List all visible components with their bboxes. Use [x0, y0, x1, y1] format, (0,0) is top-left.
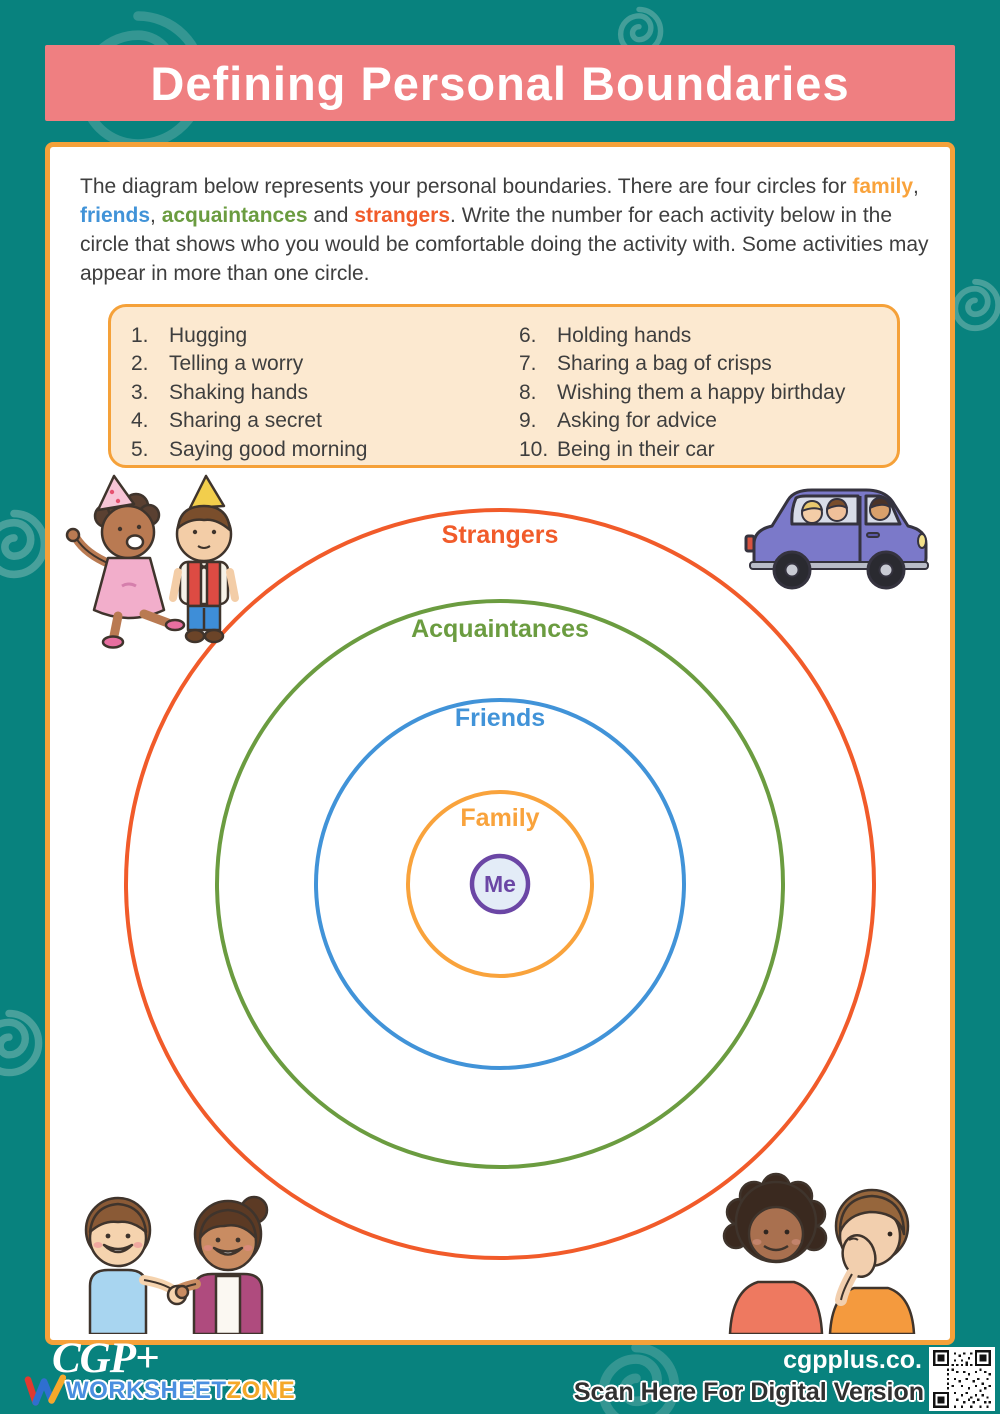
activity-number: 8. [519, 380, 537, 404]
cgp-plus-logo: CGP+ [52, 1335, 159, 1382]
activity-label: Asking for advice [557, 409, 717, 433]
activity-number: 1. [131, 324, 149, 347]
activity-number: 9. [519, 409, 537, 433]
instructions-tail: . Write the number for each activity below in the circle that shows who you would be comfortable doing the activity with. Some activities may appear in more than one circle. [80, 204, 929, 285]
activity-label: Shaking hands [169, 380, 308, 404]
keyword-family: family [852, 175, 914, 198]
activity-number: 3. [131, 380, 149, 404]
kids-holding-hands-illustration [56, 1182, 296, 1334]
worksheetzone-w-icon [24, 1374, 66, 1408]
me-label: Me [484, 871, 516, 897]
kids-whispering-illustration [702, 1170, 942, 1334]
activity-label: Sharing a bag of crisps [557, 352, 772, 376]
website-url: cgpplus.co. [783, 1346, 922, 1374]
worksheetzone-label-worksheet: WORKSHEET [66, 1377, 227, 1404]
activity-label: Being in their car [557, 437, 715, 461]
worksheetzone-label-zone: ZONE [226, 1377, 296, 1404]
separator: , [150, 204, 162, 227]
activity-label: Hugging [169, 324, 248, 347]
activity-number: 2. [131, 352, 149, 376]
family-label: Family [460, 804, 540, 832]
friends-label: Friends [454, 704, 546, 732]
activity-number: 4. [131, 409, 149, 433]
boundaries-diagram [45, 142, 955, 1345]
separator: , [913, 175, 919, 198]
activity-number: 5. [131, 437, 149, 461]
activity-label: Saying good morning [169, 437, 368, 461]
page-title: Defining Personal Boundaries [150, 56, 850, 110]
activity-number: 6. [519, 324, 537, 347]
activity-number: 10. [519, 437, 549, 461]
activity-label: Holding hands [557, 324, 692, 347]
swirl-decoration [0, 1006, 46, 1080]
keyword-strangers: strangers [354, 204, 451, 227]
activity-label: Wishing them a happy birthday [557, 380, 846, 404]
kids-in-car-illustration [740, 480, 932, 604]
instructions-lead: The diagram below represents your personal boundaries. There are four circles for [80, 175, 853, 198]
acquaintances-label: Acquaintances [411, 615, 589, 643]
separator: and [307, 204, 355, 227]
activity-label: Sharing a secret [169, 409, 322, 433]
keyword-friends: friends [80, 204, 151, 227]
strangers-label: Strangers [441, 521, 559, 549]
scan-here-label: Scan Here For Digital Version [573, 1378, 924, 1406]
kids-at-party-illustration [56, 474, 244, 652]
activity-number: 7. [519, 352, 537, 376]
qr-code [929, 1347, 995, 1411]
keyword-acquaintances: acquaintances [161, 204, 308, 227]
headlight-icon [918, 534, 926, 548]
party-hat-icon [190, 476, 224, 508]
activity-label: Telling a worry [169, 352, 304, 376]
worksheetzone-logo [24, 1374, 295, 1408]
title-banner [45, 45, 955, 121]
